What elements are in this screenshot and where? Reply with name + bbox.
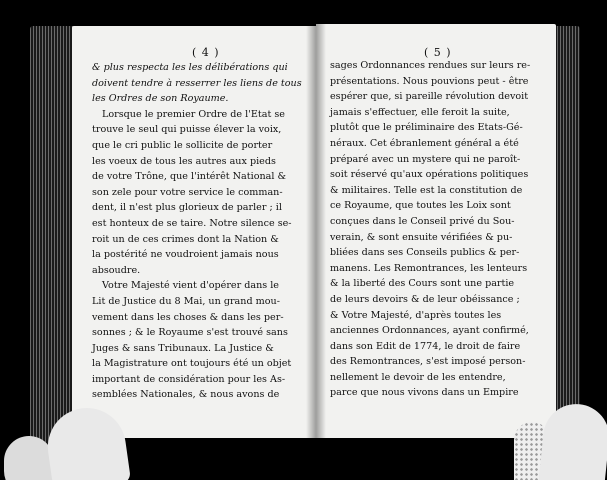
text-line: & la liberté des Cours sont une partie — [330, 278, 515, 290]
text-line: & Votre Majesté, d'après toutes les — [330, 309, 502, 321]
page-number: ( 5 ) — [424, 46, 452, 59]
text-line: manens. Les Remontrances, les lenteurs — [330, 262, 528, 274]
text-line: espérer que, si pareille révolution devoit — [330, 91, 529, 103]
text-line: les Ordres de son Royaume. — [92, 93, 229, 105]
text-line: sonnes ; & le Royaume s'est trouvé sans — [92, 327, 288, 339]
book-gutter — [306, 24, 326, 438]
text-line: plutôt que le préliminaire des Etats-Gé- — [330, 122, 523, 134]
text-line: de leurs devoirs & de leur obéissance ; — [330, 293, 520, 305]
text-line: nellement le devoir de les entendre, — [330, 371, 506, 383]
text-line: doivent tendre à resserrer les liens de tous — [92, 77, 302, 89]
text-line: anciennes Ordonnances, ayant confirmé, — [330, 325, 529, 337]
text-line: vement dans les choses & dans les per- — [92, 311, 284, 323]
text-line: roit un de ces crimes dont la Nation & — [92, 233, 279, 245]
right-page-text — [330, 58, 548, 401]
text-line: Lit de Justice du 8 Mai, un grand mou- — [92, 295, 280, 307]
text-line: préparé avec un mystere qui ne paroît- — [330, 153, 521, 165]
text-line: son zele pour votre service le comman- — [92, 186, 283, 198]
text-line: les voeux de tous les autres aux pieds — [92, 155, 276, 167]
text-line: Lorsque le premier Ordre de l'Etat se — [102, 108, 285, 120]
text-line: ce Royaume, que toutes les Loix sont — [330, 200, 511, 212]
text-line: la postérité ne voudroient jamais nous — [92, 249, 279, 261]
left-page — [72, 26, 316, 438]
text-line: néraux. Cet ébranlement général a été — [330, 137, 519, 149]
text-line: que le cri public le sollicite de porter — [92, 139, 273, 151]
right-page — [316, 24, 556, 438]
left-page-text — [92, 60, 308, 403]
text-line: soit réservé qu'aux opérations politiques — [330, 169, 529, 181]
text-line: Votre Majesté vient d'opérer dans le — [102, 280, 279, 292]
text-line: parce que nous vivons dans un Empire — [330, 387, 519, 399]
text-line: important de considération pour les As- — [92, 373, 286, 385]
text-line: des Remontrances, s'est imposé person- — [330, 356, 526, 368]
text-line: & plus respecta les les délibérations qui — [92, 62, 288, 73]
text-line: absoudre. — [92, 264, 141, 276]
text-line: de votre Trône, que l'intérêt National & — [92, 171, 287, 183]
text-line: sages Ordonnances rendues sur leurs re- — [330, 60, 531, 71]
text-line: Juges & sans Tribunaux. La Justice & — [92, 342, 274, 354]
text-line: & militaires. Telle est la constitution de — [330, 184, 523, 196]
text-line: semblées Nationales, & nous avons de — [92, 389, 280, 401]
text-line: la Magistrature ont toujours été un objet — [92, 358, 292, 370]
book-edge-right — [552, 26, 580, 442]
text-line: conçues dans le Conseil privé du Sou- — [330, 215, 515, 227]
text-line: jamais s'effectuer, elle feroit la suite, — [330, 106, 510, 118]
text-line: trouve le seul qui puisse élever la voix, — [92, 124, 282, 136]
page-number: ( 4 ) — [192, 46, 220, 59]
text-line: verain, & sont ensuite vérifiées & pu- — [330, 231, 513, 243]
hand-left — [4, 436, 54, 480]
text-line: bliées dans ses Conseils publics & per- — [330, 247, 520, 259]
text-line: est honteux de se taire. Notre silence se- — [92, 217, 292, 229]
text-line: dans son Edit de 1774, le droit de faire — [330, 340, 521, 352]
text-line: présentations. Nous pouvions peut - être — [330, 75, 529, 87]
text-line: dent, il n'est plus glorieux de parler ; il — [92, 202, 282, 214]
